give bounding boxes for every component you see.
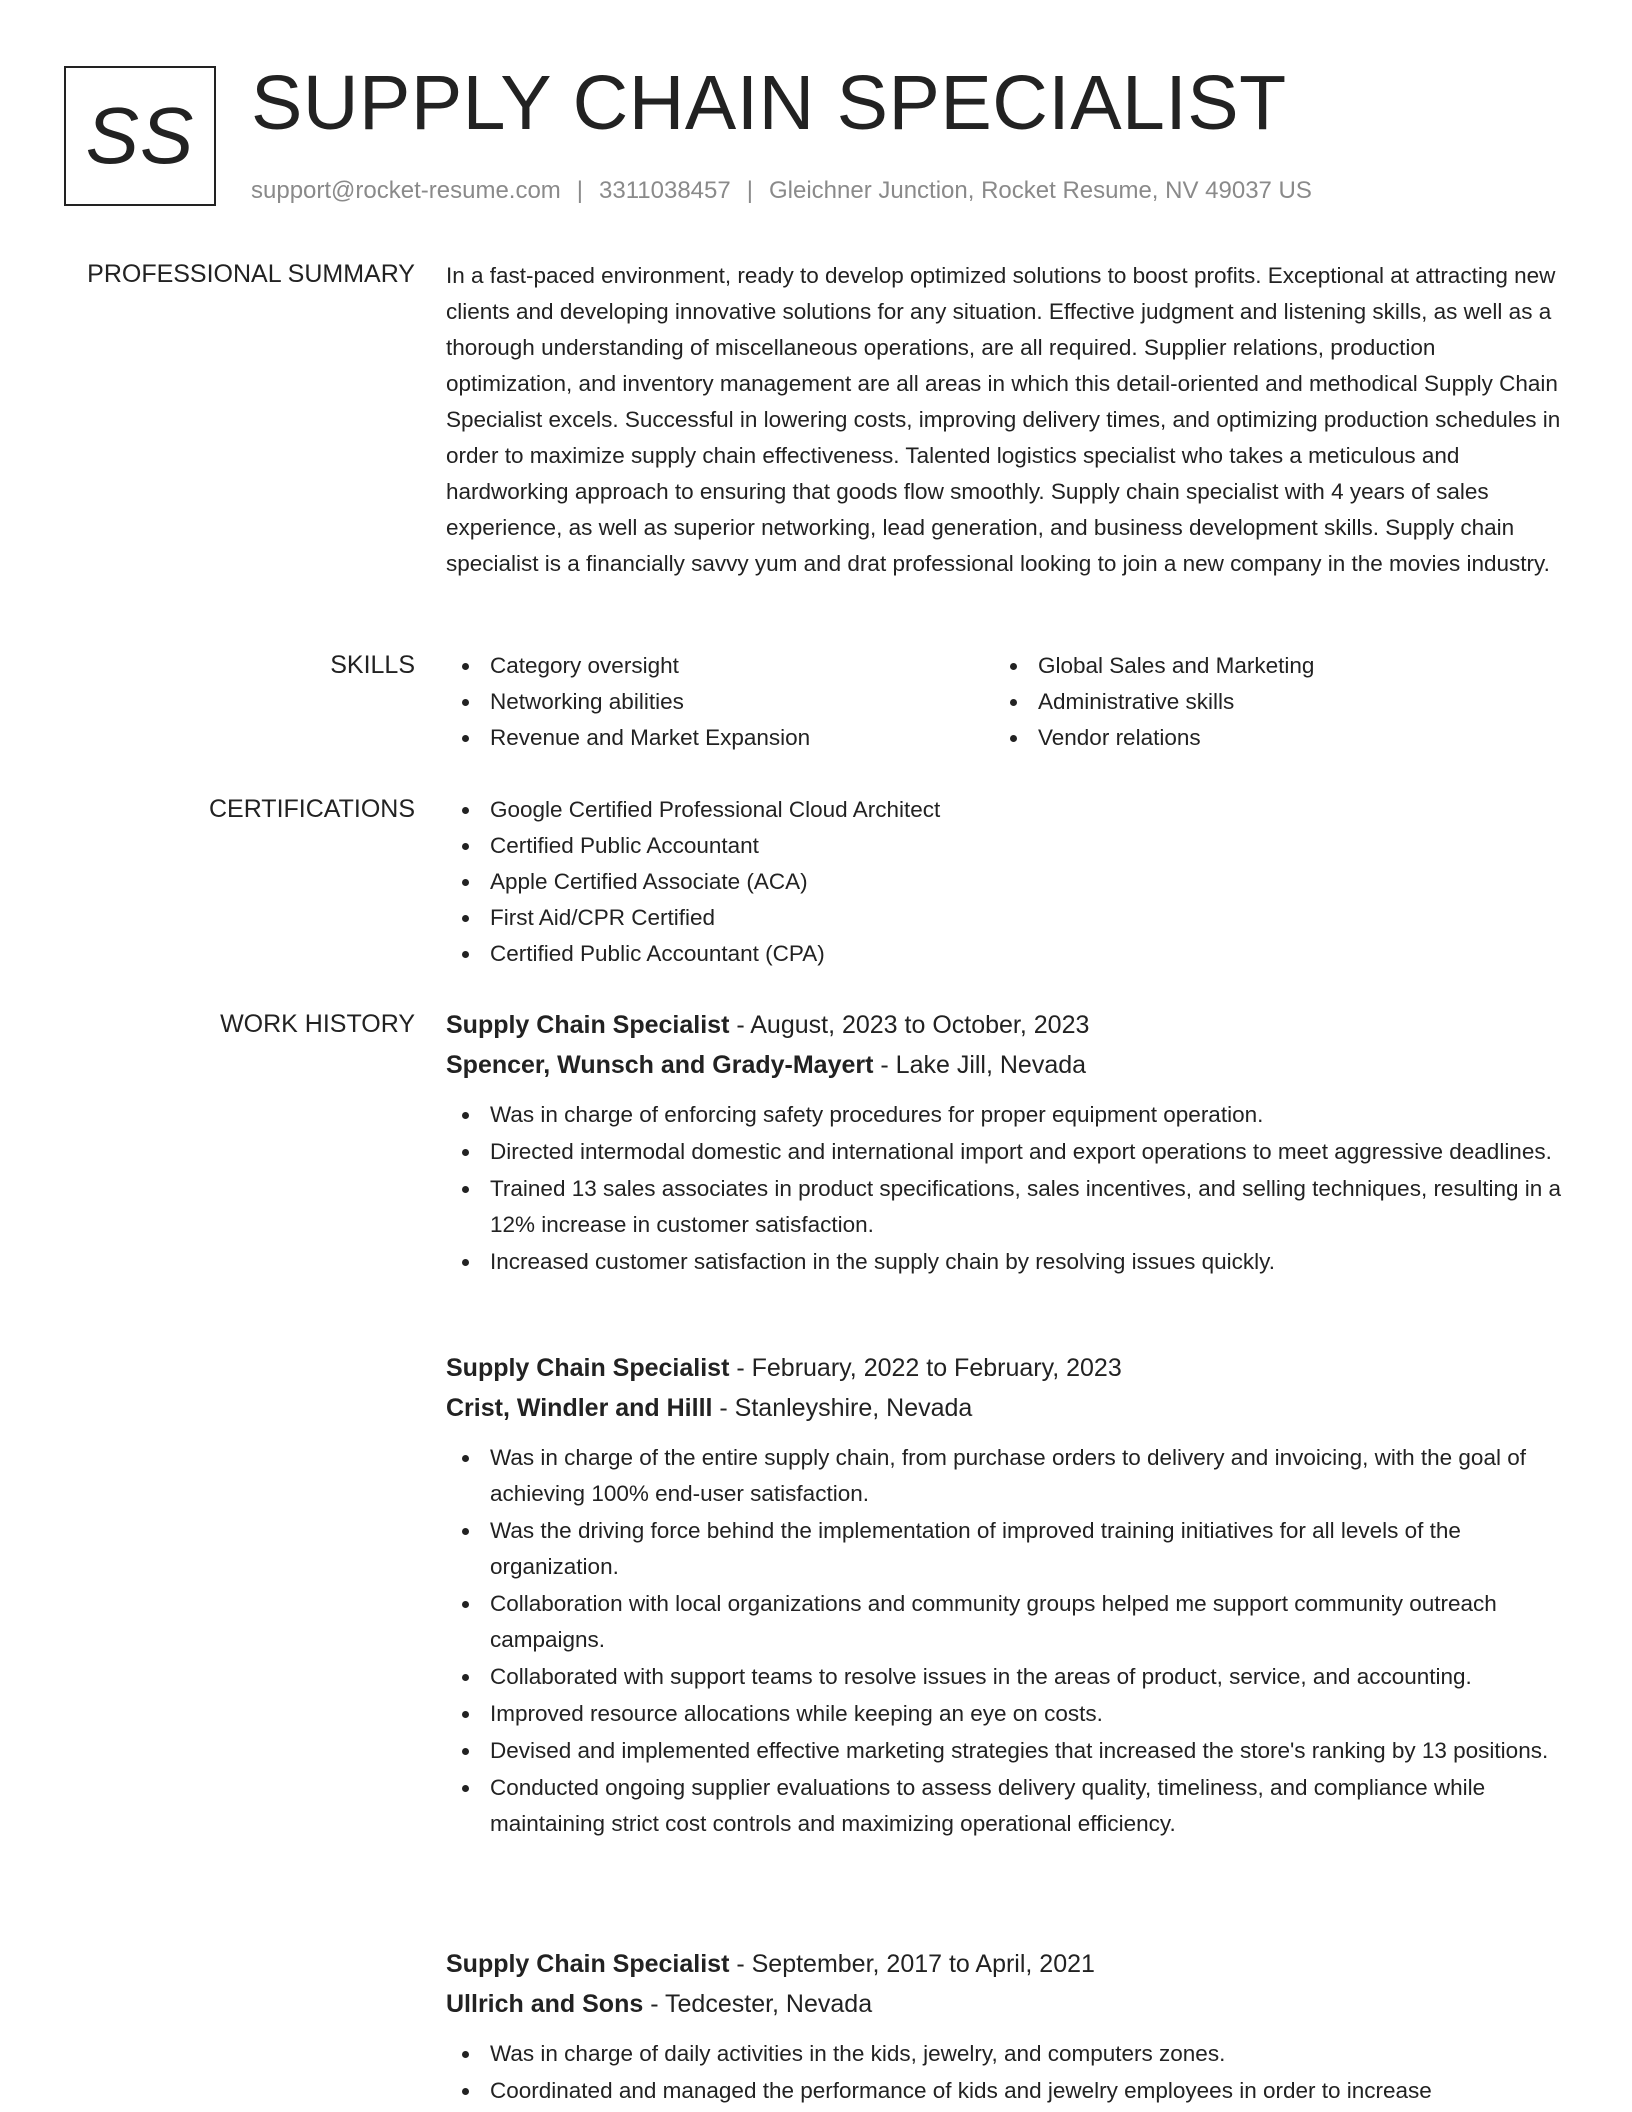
list-item: Directed intermodal domestic and international import and export operations to meet aggressive deadlines. — [446, 1134, 1566, 1170]
list-item: Trained 13 sales associates in product specifications, sales incentives, and selling techniques, resulting in a 12% increase in customer satisfaction. — [446, 1171, 1566, 1243]
page-title: SUPPLY CHAIN SPECIALIST — [251, 60, 1287, 146]
summary-section — [446, 258, 1566, 582]
list-item: Revenue and Market Expansion — [446, 720, 994, 756]
job-dates: - September, 2017 to April, 2021 — [729, 1950, 1095, 1978]
list-item: Collaboration with local organizations and community groups helped me support community outreach campaigns. — [446, 1586, 1566, 1658]
list-item: Certified Public Accountant (CPA) — [446, 936, 1566, 972]
list-item: Was in charge of enforcing safety procedures for proper equipment operation. — [446, 1097, 1566, 1133]
list-item: Increased customer satisfaction in the supply chain by resolving issues quickly. — [446, 1244, 1566, 1280]
list-item: Administrative skills — [994, 684, 1542, 720]
list-item: Improved resource allocations while keeping an eye on costs. — [446, 1696, 1566, 1732]
contact-phone[interactable]: 3311038457 — [599, 177, 731, 204]
job-company-line — [446, 1045, 1566, 1085]
job-company: Crist, Windler and Hilll — [446, 1394, 713, 1422]
job-title-line — [446, 1005, 1566, 1045]
job-title: Supply Chain Specialist — [446, 1011, 730, 1039]
job-location: - Lake Jill, Nevada — [873, 1051, 1087, 1079]
contact-email[interactable]: support@rocket-resume.com — [251, 177, 561, 204]
list-item: Networking abilities — [446, 684, 994, 720]
list-item: Apple Certified Associate (ACA) — [446, 864, 1566, 900]
job-dates: - February, 2022 to February, 2023 — [729, 1354, 1122, 1382]
list-item: First Aid/CPR Certified — [446, 900, 1566, 936]
job-company-line — [446, 1984, 1566, 2024]
section-label-summary: PROFESSIONAL SUMMARY — [87, 260, 415, 288]
list-item: Conducted ongoing supplier evaluations to assess delivery quality, timeliness, and compliance while maintaining strict cost controls and maximizing operational efficiency. — [446, 1770, 1566, 1842]
monogram-text: SS — [85, 91, 195, 180]
list-item: Was in charge of daily activities in the kids, jewelry, and computers zones. — [446, 2036, 1566, 2072]
list-item: Certified Public Accountant — [446, 828, 1566, 864]
contact-separator: | — [746, 177, 753, 204]
contact-separator: | — [576, 177, 584, 204]
contact-address: Gleichner Junction, Rocket Resume, NV 49037 US — [768, 177, 1312, 204]
list-item: Vendor relations — [994, 720, 1542, 756]
list-item: Google Certified Professional Cloud Architect — [446, 792, 1566, 828]
job-dates: - August, 2023 to October, 2023 — [729, 1011, 1090, 1039]
job-title-line — [446, 1944, 1566, 1984]
list-item: Was in charge of the entire supply chain, from purchase orders to delivery and invoicing, with the goal of achieving 100% end-user satisfaction. — [446, 1440, 1566, 1512]
list-item: Global Sales and Marketing — [994, 648, 1542, 684]
section-label-certifications: CERTIFICATIONS — [208, 795, 415, 823]
list-item: Was the driving force behind the implementation of improved training initiatives for all levels of the organization. — [446, 1513, 1566, 1585]
job-company: Spencer, Wunsch and Grady-Mayert — [446, 1051, 874, 1079]
contact-line — [251, 174, 1312, 208]
list-item: Coordinated and managed the performance of kids and jewelry employees in order to increase — [446, 2073, 1566, 2109]
job-company-line — [446, 1388, 1566, 1428]
skills-section — [446, 648, 1566, 756]
job-bullets — [446, 1097, 1566, 1280]
job-company: Ullrich and Sons — [446, 1990, 644, 2018]
list-item: Devised and implemented effective marketing strategies that increased the store's ranking by 13 positions. — [446, 1733, 1566, 1769]
job-entry — [446, 1348, 1566, 1843]
section-label-work-history: WORK HISTORY — [220, 1010, 415, 1038]
monogram-badge — [64, 66, 216, 206]
job-title-line — [446, 1348, 1566, 1388]
job-title: Supply Chain Specialist — [446, 1950, 730, 1978]
job-bullets — [446, 2036, 1566, 2109]
job-entry — [446, 1005, 1566, 1281]
job-location: - Stanleyshire, Nevada — [712, 1394, 973, 1422]
job-location: - Tedcester, Nevada — [643, 1990, 873, 2018]
certifications-list — [446, 792, 1566, 972]
certifications-section — [446, 792, 1566, 972]
summary-text: In a fast-paced environment, ready to develop optimized solutions to boost profits. Exceptional at attracting new clients and developing innovative solutions for any situation. Effective judgment and listening skills, as well as a thorough understanding of miscellaneous operations, are all required. Supplier relations, production optimization, and inventory management are all areas in which this detail-oriented and methodical Supply Chain Specialist excels. Successful in lowering costs, improving delivery times, and optimizing production schedules in order to maximize supply chain effectiveness. Talented logistics specialist who takes a meticulous and hardworking approach to ensuring that goods flow smoothly. Supply chain specialist with 4 years of sales experience, as well as superior networking, lead generation, and business development skills. Supply chain specialist is a financially savvy yum and drat professional looking to join a new company in the movies industry. — [446, 263, 1561, 576]
job-entry — [446, 1944, 1566, 2110]
job-bullets — [446, 1440, 1566, 1842]
list-item: Category oversight — [446, 648, 994, 684]
job-title: Supply Chain Specialist — [446, 1354, 730, 1382]
list-item: Collaborated with support teams to resolve issues in the areas of product, service, and accounting. — [446, 1659, 1566, 1695]
skills-list — [446, 648, 1566, 756]
section-label-skills: SKILLS — [330, 651, 415, 679]
